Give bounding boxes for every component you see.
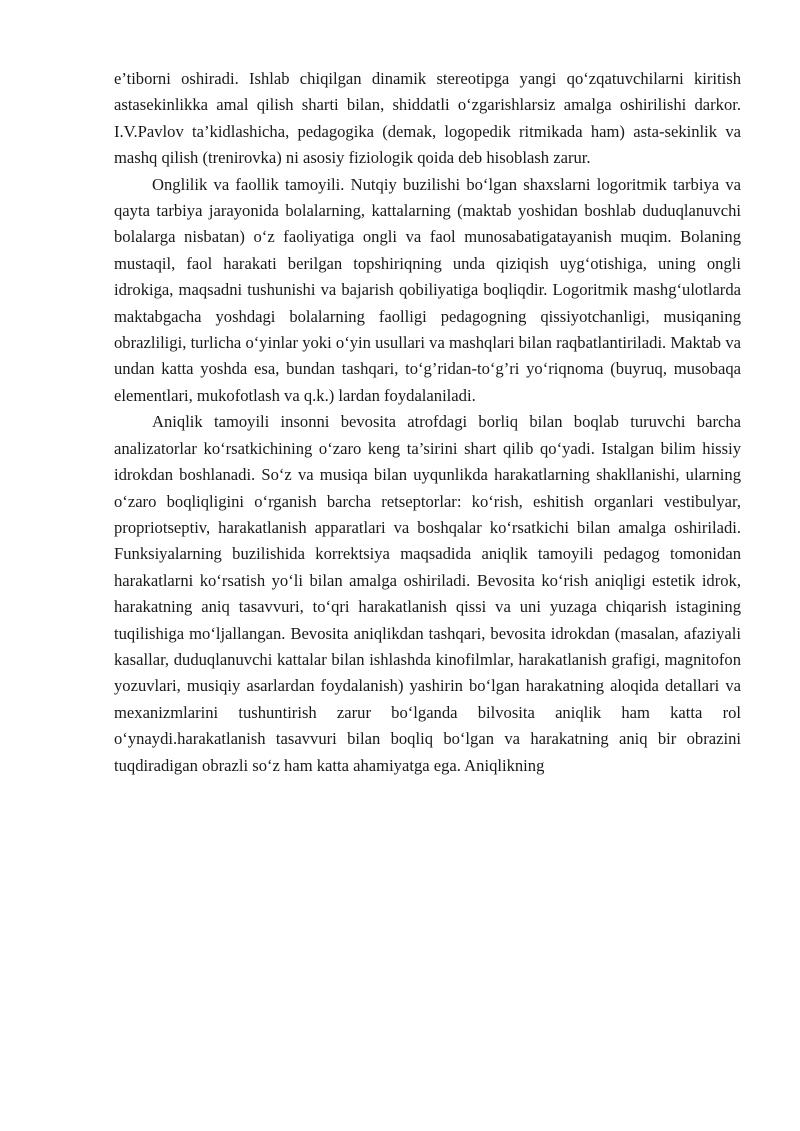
paragraph-continuation: e’tiborni oshiradi. Ishlab chiqilgan dinamik stereotipga yangi qo‘zqatuvchilarni kiritish astasekinlikka amal qilish sharti bilan, shiddatli o‘zgarishlarsiz amalga oshirilishi darkor. I.V.Pavlov ta’kidlashicha, pedagogika (demak, logopedik ritmikada ham) asta-sekinlik va mashq qilish (trenirovka) ni asosiy fiziologik qoida deb hisoblash zarur. (114, 69, 741, 168)
paragraph-onglilik-faollik: Onglilik va faollik tamoyili. Nutqiy buzilishi bo‘lgan shaxslarni logoritmik tarbiya va qayta tarbiya jarayonida bolalarning, kattalarning (maktab yoshidan boshlab duduqlanuvchi bolalarga nisbatan) o‘z faoliyatiga ongli va faol munosabatigatayanish muqim. Bolaning mustaqil, faol harakati berilgan topshiriqning unda qiziqish uyg‘otishiga, uning ongli idrokiga, maqsadni tushunishi va bajarish qobiliyatiga boqliqdir. Logoritmik mashg‘ulotlarda maktabgacha yoshdagi bolalarning faolligi pedagogning qissiyotchanligi, musiqaning obrazliligi, turlicha o‘yinlar yoki o‘yin usullari va mashqlari bilan raqbatlantiriladi. Maktab va undan katta yoshda esa, bundan tashqari, to‘g’ridan-to‘g’ri yo‘riqnoma (buyruq, musobaqa elementlari, mukofotlash va q.k.) lardan foydalaniladi. (114, 174, 741, 405)
paragraph-aniqlik: Aniqlik tamoyili insonni bevosita atrofdagi borliq bilan boqlab turuvchi barcha analizatorlar ko‘rsatkichining o‘zaro keng ta’sirini shart qilib qo‘yadi. Istalgan bilim hissiy idrokdan boshlanadi. So‘z va musiqa bilan uyqunlikda harakatlarning shakllanishi, ularning o‘zaro boqliqligini o‘rganish barcha retseptorlar: ko‘rish, eshitish organlari vestibulyar, propriotseptiv, harakatlanish apparatlari va boshqalar ko‘rsatkichi bilan amalga oshiriladi. Funksiyalarning buzilishida korrektsiya maqsadida aniqlik tamoyili pedagog tomonidan harakatlarni ko‘rsatish yo‘li bilan amalga oshiriladi. Bevosita ko‘rish aniqligi estetik idrok, harakatning aniq tasavvuri, to‘qri harakatlanish qissi va uni yuzaga chiqarish istagining tuqilishiga mo‘ljallangan. Bevosita aniqlikdan tashqari, bevosita idrokdan (masalan, afaziyali kasallar, duduqlanuvchi kattalar bilan ishlashda kinofilmlar, harakatlanish grafigi, magnitofon yozuvlari, musiqiy asarlardan foydalanish) yashirin bo‘lgan harakatning aloqida detallari va mexanizmlarini tushuntirish zarur bo‘lganda bilvosita aniqlik ham katta rol o‘ynaydi.harakatlanish tasavvuri bilan boqliq bo‘lgan va harakatning aniq bir obrazini tuqdiradigan obrazli so‘z ham katta ahamiyatga ega. Aniqlikning (114, 412, 741, 775)
